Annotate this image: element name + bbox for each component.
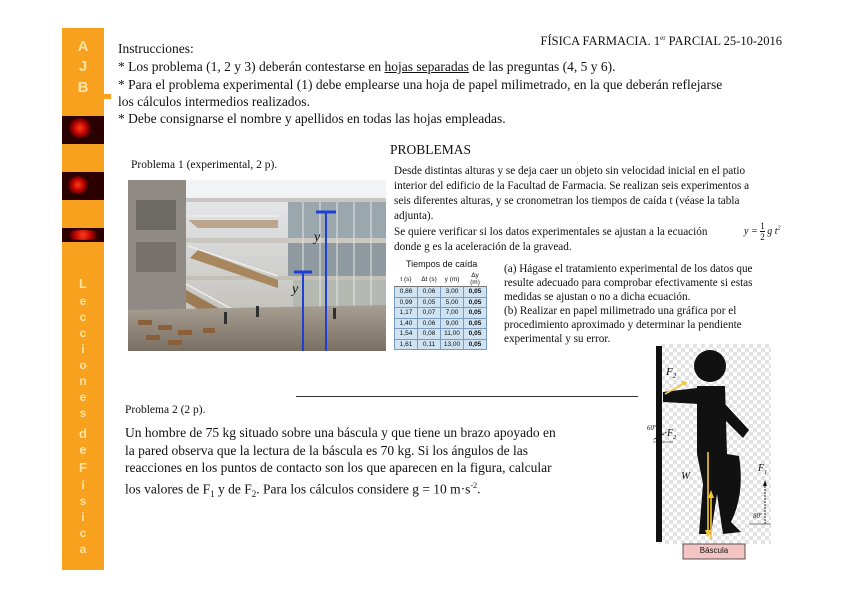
problem1-desc-line: Desde distintas alturas y se deja caer un objeto sin velocidad inicial en el patio [394,165,746,177]
sidebar-thumbnail[interactable] [62,228,104,242]
sidebar-letter: c [79,326,87,340]
sidebar-letter: e [79,294,87,308]
table-row [395,308,487,319]
sidebar-thumbnail[interactable] [62,172,104,200]
angle-label: 60º [647,424,657,432]
table-cell: 1,61 [395,339,418,350]
sidebar-tick [104,94,111,99]
problem2-text: Un hombre de 75 kg situado sobre una báscula y que tiene un brazo apoyado en la pared observa que la lectura de la báscula es 70 kg. Si los ángulos de las reacciones en los puntos de contacto son los que aparecen en la figura, calcular los valores de $F_1$ y de $F_2$. Para los cálculos considere g = 10 $m\cdot s^{-2}$. [125,425,556,499]
sidebar-letter: s [79,494,87,508]
table-cell: 0,05 [464,329,487,340]
table-row [395,287,487,298]
table-cell: 0,05 [464,287,487,298]
angle-label: 80º [753,512,763,520]
force-label-f2-small: $F_2$ [667,428,677,441]
table-cell: 7,00 [441,308,464,319]
weight-label-w: W [681,470,691,482]
sidebar-letter: A [77,38,89,55]
table-header: Δy (m) [464,272,487,287]
sidebar-thumbnail[interactable] [62,116,104,144]
fall-equation: y = $\frac{1}{2}$ g $t^2$ [744,221,781,242]
section-divider [296,396,638,397]
table-cell: 0,99 [395,297,418,308]
problem1-desc-line: seis diferentes alturas, y se cronometran los tiempos de caída t (véase la tabla [394,195,740,207]
force-label-f1-small: $F_1$ [758,463,768,476]
sidebar-letter: o [79,358,87,372]
table-cell: 1,17 [395,308,418,319]
question-line: experimental y su error. [504,333,611,345]
table-cell: 0,05 [418,297,441,308]
table-row [395,297,487,308]
problem1-verify-line: Se quiere verificar si los datos experimentales se ajustan a la ecuación [394,226,708,238]
sidebar-letter: L [79,276,87,291]
instructions-line: * Para el problema experimental (1) debe emplearse una hoja de papel milimetrado, en la que deberán reflejarse [118,77,723,92]
instructions-line: * Los problema (1, 2 y 3) deberán contestarse en hojas separadas de las preguntas (4, 5 y 6). [118,59,616,74]
table-cell: 0,05 [464,339,487,350]
problem1-gravity-line: donde g es la aceleración de la gravead. [394,241,572,253]
sidebar-letter: i [81,342,85,356]
table-cell: 0,06 [418,287,441,298]
table-cell: 0,05 [464,297,487,308]
sidebar-letter: e [79,442,87,457]
table-row [395,329,487,340]
force-diagram [647,344,775,562]
question-line: resulte adecuado para comprobar efectivamente si estas [504,277,753,289]
force-label-f2: $F_2$ [666,366,677,381]
sidebar-letter: í [81,478,85,492]
problem2-label: Problema 2 (2 p). [125,404,206,416]
sidebar-letter: J [78,58,88,75]
sidebar-letter: s [79,406,87,420]
force-label-f1: $F_1$ [721,514,732,529]
table-cell: 9,00 [441,318,464,329]
sidebar-letter: c [79,310,87,324]
sidebar-letter: a [79,542,87,556]
problem1-desc-line: adjunta). [394,210,434,222]
question-line: medidas se ajustan o no a dicha ecuación. [504,291,691,303]
sidebar-letter: d [79,426,87,441]
fall-times-table [394,272,487,350]
table-cell: 0,08 [418,329,441,340]
table-cell: 0,05 [464,308,487,319]
table-title: Tiempos de caída [406,259,478,269]
problem1-desc-line: interior del edificio de la Facultad de Farmacia. Se realizan seis experimentos a [394,180,750,192]
table-cell: 0,06 [418,318,441,329]
height-label-y: y [314,230,321,245]
instructions-line: * Debe consignarse el nombre y apellidos en todas las hojas empleadas. [118,111,506,126]
table-cell: 0,86 [395,287,418,298]
table-cell: 13,00 [441,339,464,350]
table-cell: 0,11 [418,339,441,350]
table-cell: 1,40 [395,318,418,329]
table-row [395,339,487,350]
table-cell: 11,00 [441,329,464,340]
sidebar-letter: B [77,79,89,96]
height-label-y: y [292,282,299,297]
table-cell: 5,00 [441,297,464,308]
instructions-heading: Instrucciones: [118,41,194,56]
table-row [395,318,487,329]
sidebar-letter: e [79,390,87,404]
table-cell: 1,54 [395,329,418,340]
problems-heading: PROBLEMAS [390,142,472,157]
instructions-line: los cálculos intermedios realizados. [118,94,310,109]
scale-label: Báscula [699,546,729,555]
table-header: Δt (s) [418,272,441,287]
sidebar-letter: c [79,526,87,540]
sidebar-letter: n [79,374,87,388]
sidebar-letter: i [81,510,85,524]
table-cell: 3,00 [441,287,464,298]
question-line: (a) Hágase el tratamiento experimental de los datos que [504,263,753,275]
question-line: procedimiento aproximado y determinar la pendiente [504,319,742,331]
atrium-photo [128,180,386,351]
table-cell: 0,05 [464,318,487,329]
sidebar [62,28,104,570]
table-header: y (m) [441,272,464,287]
question-line: (b) Realizar en papel milimetrado una gráfica por el [504,305,737,317]
sidebar-letter: F [79,460,87,475]
table-header: t (s) [395,272,418,287]
exam-header: FÍSICA FARMACIA. 1er PARCIAL 25-10-2016 [540,34,782,49]
problem1-label: Problema 1 (experimental, 2 p). [131,159,278,171]
table-cell: 0,07 [418,308,441,319]
